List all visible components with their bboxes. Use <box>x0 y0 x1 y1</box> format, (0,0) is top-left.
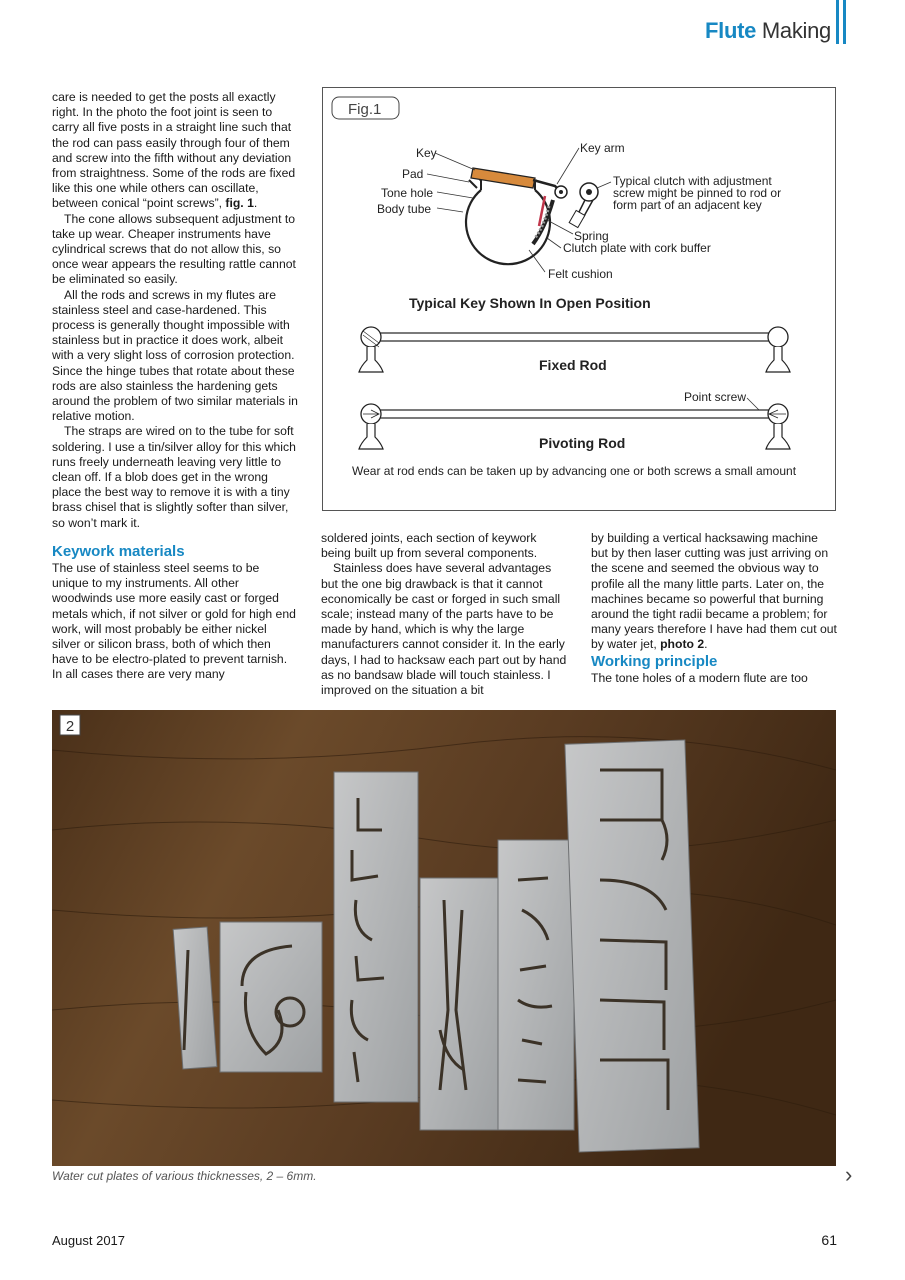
label-key: Key <box>416 146 437 160</box>
photo-number: 2 <box>65 718 75 735</box>
label-pivoting-rod: Pivoting Rod <box>539 435 626 451</box>
pad-shape <box>469 180 477 188</box>
label-clutch-2: screw might be pinned to rod or <box>613 186 782 200</box>
running-header <box>705 18 831 44</box>
label-pad: Pad <box>402 167 424 181</box>
body-tube <box>466 190 550 264</box>
col1-paragraph-5: The use of stainless steel seems to be unique to my instruments. All other woodwinds use more easily cast or forged metals which, if not silver or gold for high end work, will most probably be either nickel silver or silicon brass, both of which then have to be electro-plated to prevent tarnish. In all cases there are very many <box>52 560 296 682</box>
label-clutch-1: Typical clutch with adjustment <box>613 174 772 188</box>
column-3 <box>591 531 837 686</box>
plate-4 <box>420 878 498 1130</box>
plate-5 <box>498 840 574 1130</box>
label-tone-hole: Tone hole <box>381 186 434 200</box>
label-point-screw: Point screw <box>684 390 747 404</box>
col2-paragraph-1: soldered joints, each section of keywork being built up from several components. <box>321 531 538 561</box>
label-clutch-3: form part of an adjacent key <box>613 198 762 212</box>
fig-tag: Fig.1 <box>348 101 382 118</box>
col1-paragraph-2: The cone allows subsequent adjustment to take up wear. Cheaper instruments have cylindrical screws that do not allow this, so once wear appears the resulting rattle cannot be eliminated so easily. <box>52 211 296 287</box>
heading-working-principle: Working principle <box>591 652 718 670</box>
col1-paragraph-1: care is needed to get the posts all exactly right. In the photo the foot joint is seen to carry all five posts in a straight line such that the rod can pass easily through four of them and screw into the fifth without any deviation from straightness. Some of the rods are fixed like this one while others can oscillate, between conical “point screws”, fig. 1. <box>52 90 296 211</box>
figure-title: Typical Key Shown In Open Position <box>409 295 651 311</box>
footer-date: August 2017 <box>52 1233 126 1248</box>
page-number: 61 <box>821 1232 837 1248</box>
figure-1 <box>322 87 836 511</box>
photo-caption: Water cut plates of various thicknesses, 2 – 6mm. <box>52 1169 317 1183</box>
photo-2 <box>52 710 836 1166</box>
header-brand-bold: Flute <box>705 18 757 43</box>
col3-paragraph-2: The tone holes of a modern flute are too <box>591 670 808 685</box>
label-spring: Spring <box>574 229 609 243</box>
col3-paragraph-1: by building a vertical hacksawing machine but by then laser cutting was just arriving on the scene and seemed the obvious way to profile all the many little parts. Later on, the machines became so powerful that burning around the tight radii became a problem; for many years therefore I have had them cut out by water jet, photo 2. <box>591 531 837 652</box>
next-page-arrow-icon: › <box>845 1162 853 1187</box>
col1-paragraph-4: The straps are wired on to the tube for soft soldering. I use a tin/silver alloy for this which runs freely underneath leaving very little to clean off. If a blob does get in the wrong place the best way to remove it is with a tiny brass chisel that is slightly softer than silver, so won’t mark it. <box>52 424 296 530</box>
plate-3 <box>334 772 418 1102</box>
column-1 <box>52 90 298 683</box>
fig-ref: fig. 1 <box>225 196 254 211</box>
label-clutch-plate: Clutch plate with cork buffer <box>563 241 711 255</box>
photo-ref: photo 2 <box>660 637 705 652</box>
label-fixed-rod: Fixed Rod <box>539 357 607 373</box>
column-2 <box>321 531 567 698</box>
label-body-tube: Body tube <box>377 202 432 216</box>
figure-note: Wear at rod ends can be taken up by advancing one or both screws a small amount <box>352 464 797 478</box>
header-bars <box>836 0 848 44</box>
col2-paragraph-2: Stainless does have several advantages but the one big drawback is that it cannot economically be cast or forged in such small scale; instead many of the parts have to be made by hand, which is why the large manufacturers cannot consider it. In the early days, I had to hacksaw each part out by hand as no bandsaw blade will touch stainless. I improved on the situation a bit <box>321 561 567 698</box>
heading-keywork-materials: Keywork materials <box>52 542 185 560</box>
col1-paragraph-3: All the rods and screws in my flutes are stainless steel and case-hardened. This process is generally thought impossible with stainless but in practice it does work, albeit with a very slight loss of corrosion protection. Since the hinge tubes that rotate about these rods are also stainless the hardening gets around the problem of two similar materials in relative motion. <box>52 287 298 424</box>
header-brand-rest: Making <box>761 18 831 43</box>
plate-6 <box>565 740 699 1152</box>
label-felt-cushion: Felt cushion <box>548 267 613 281</box>
label-key-arm: Key arm <box>580 141 625 155</box>
